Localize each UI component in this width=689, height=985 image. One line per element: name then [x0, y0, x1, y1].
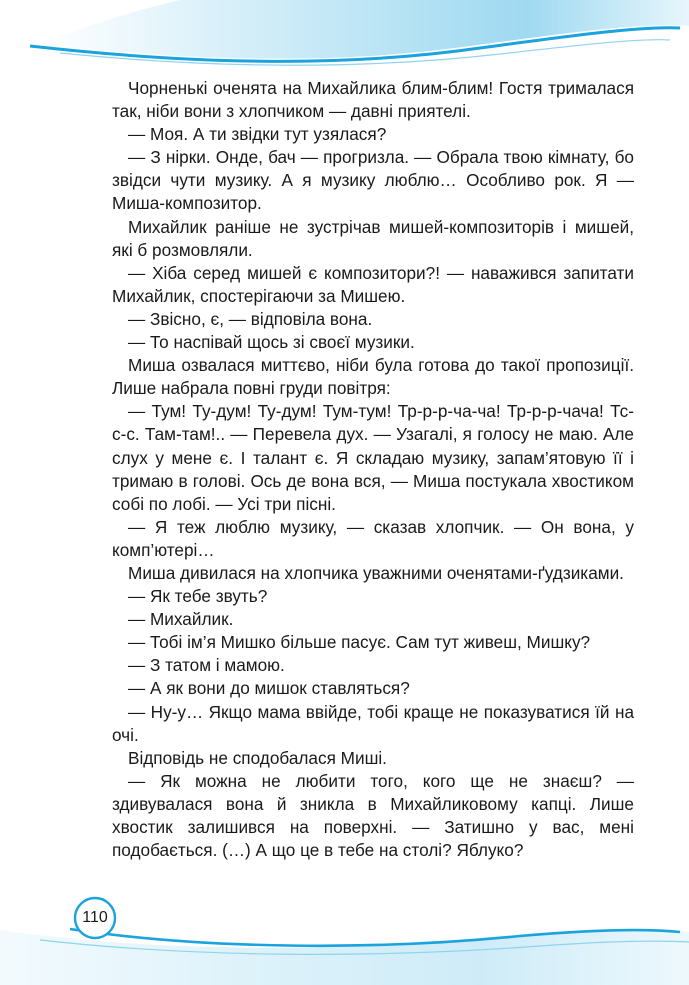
paragraph: Михайлик раніше не зустрічав мишей-композиторів і мишей, які б розмовляли.: [112, 216, 634, 260]
paragraph: — Як тебе звуть?: [128, 586, 268, 607]
paragraph: — Тобі ім’я Мишко більше пасує. Сам тут живеш, Мишку?: [128, 632, 591, 653]
paragraph: — Я теж люблю музику, — сказав хлопчик. — Он вона, у комп’ютері…: [112, 516, 634, 560]
paragraph: — Хіба серед мишей є композитори?! — наважився запитати Михайлик, спостерігаючи за Мишею.: [112, 262, 634, 306]
paragraph: — А як вони до мишок ставляться?: [128, 678, 410, 699]
paragraph: Чорненькі оченята на Михайлика блим-блим! Гостя трималася так, ніби вони з хлопчиком — давні приятелі.: [112, 78, 634, 122]
paragraph: — Моя. А ти звідки тут узялася?: [128, 124, 387, 145]
page-number: 110: [82, 909, 108, 926]
paragraph: — Як можна не любити того, кого ще не знаєш? — здивувалася вона й зникла в Михайликовому капці. Лише хвостик залишився на поверхні. — Затишно у вас, мені подобається. (…) А що це в тебе на столі? Яблуко?: [112, 770, 634, 861]
paragraph: Миша дивилася на хлопчика уважними оченятами-ґудзиками.: [128, 562, 624, 583]
paragraph: — З татом і мамою.: [128, 655, 285, 676]
paragraph: — Михайлик.: [128, 609, 234, 630]
story-text: [112, 77, 634, 862]
paragraph: Миша озвалася миттєво, ніби була готова до такої пропозиції. Лише набрала повні груди повітря:: [112, 355, 634, 399]
paragraph: — З нірки. Онде, бач — прогризла. — Обрала твою кімнату, бо звідси чути музику. А я музику люблю… Особливо рок. Я — Миша-композитор.: [112, 147, 634, 214]
paragraph: — Тум! Ту-дум! Ту-дум! Тум-тум! Тр-р-р-ча-ча! Тр-р-р-чача! Тс-с-с. Там-там!.. — Перевела дух. — Узагалі, я голосу не маю. Але слух у мене є. І талант є. Я складаю музику, запам’ятовую її і тримаю в голові. Ось де вона вся, — Миша постукала хвостиком собі по лобі. — Усі три пісні.: [112, 401, 634, 514]
paragraph: — То наспівай щось зі своєї музики.: [128, 332, 415, 353]
paragraph: — Звісно, є, — відповіла вона.: [128, 308, 373, 329]
top-wave-decoration: [0, 0, 689, 80]
paragraph: — Ну-у… Якщо мама ввійде, тобі краще не показуватися їй на очі.: [112, 701, 634, 745]
paragraph: Відповідь не сподобалася Миші.: [128, 747, 387, 768]
